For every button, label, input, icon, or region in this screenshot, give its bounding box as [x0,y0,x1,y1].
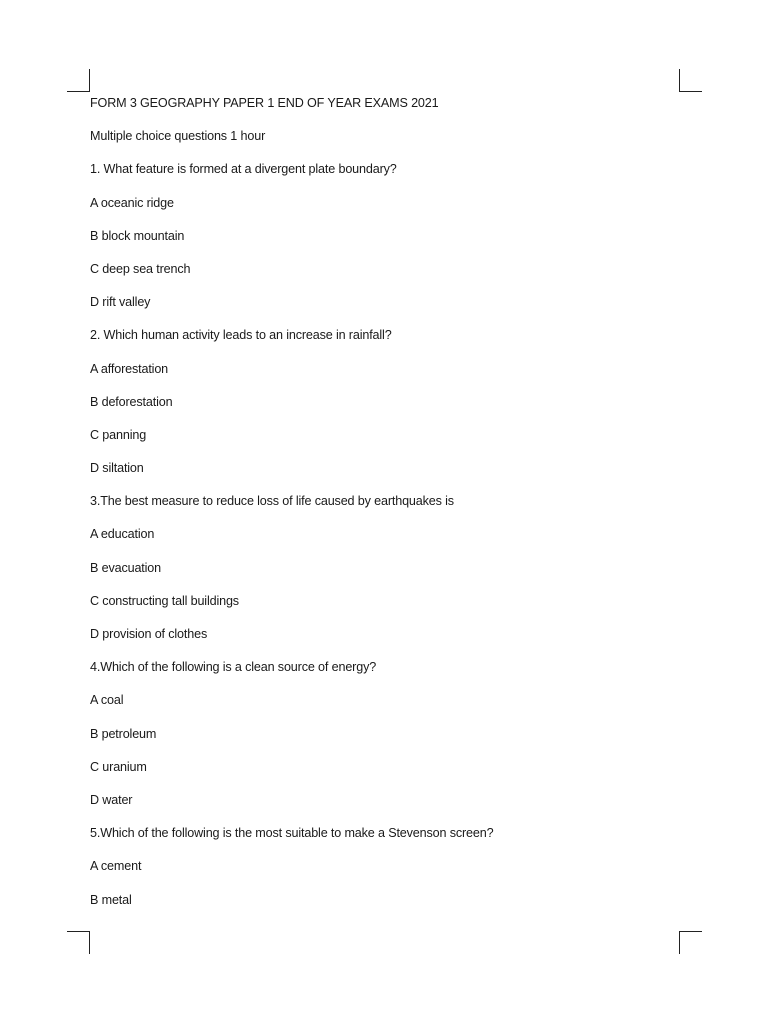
question-5 [90,824,690,924]
question-text: 5.Which of the following is the most suitable to make a Stevenson screen? [90,826,494,841]
option-b: B block mountain [90,228,185,243]
crop-mark-top-right [679,69,702,92]
option-a: A coal [90,693,124,708]
option-a: A oceanic ridge [90,195,174,210]
crop-mark-bottom-right [679,931,702,954]
option-d: D water [90,792,133,807]
question-text: 3.The best measure to reduce loss of life caused by earthquakes is [90,494,454,509]
option-d: D rift valley [90,295,151,310]
option-b: B metal [90,892,132,907]
question-2 [90,326,690,492]
option-a: A cement [90,859,142,874]
option-b: B petroleum [90,726,157,741]
question-1 [90,160,690,326]
document-subtitle: Multiple choice questions 1 hour [90,129,266,144]
question-4 [90,658,690,824]
question-text: 2. Which human activity leads to an increase in rainfall? [90,328,392,343]
option-d: D siltation [90,461,144,476]
crop-mark-top-left [67,69,90,92]
option-c: C uranium [90,759,147,774]
option-c: C deep sea trench [90,261,191,276]
option-b: B deforestation [90,394,173,409]
question-text: 1. What feature is formed at a divergent plate boundary? [90,162,397,177]
question-text: 4.Which of the following is a clean source of energy? [90,660,377,675]
document-title: FORM 3 GEOGRAPHY PAPER 1 END OF YEAR EXAMS 2021 [90,96,439,110]
document-body [90,94,690,924]
option-c: C constructing tall buildings [90,593,239,608]
option-d: D provision of clothes [90,627,208,641]
option-a: A education [90,527,155,542]
option-a: A afforestation [90,361,169,376]
option-b: B evacuation [90,560,162,575]
question-3 [90,492,690,658]
crop-mark-bottom-left [67,931,90,954]
option-c: C panning [90,427,147,442]
